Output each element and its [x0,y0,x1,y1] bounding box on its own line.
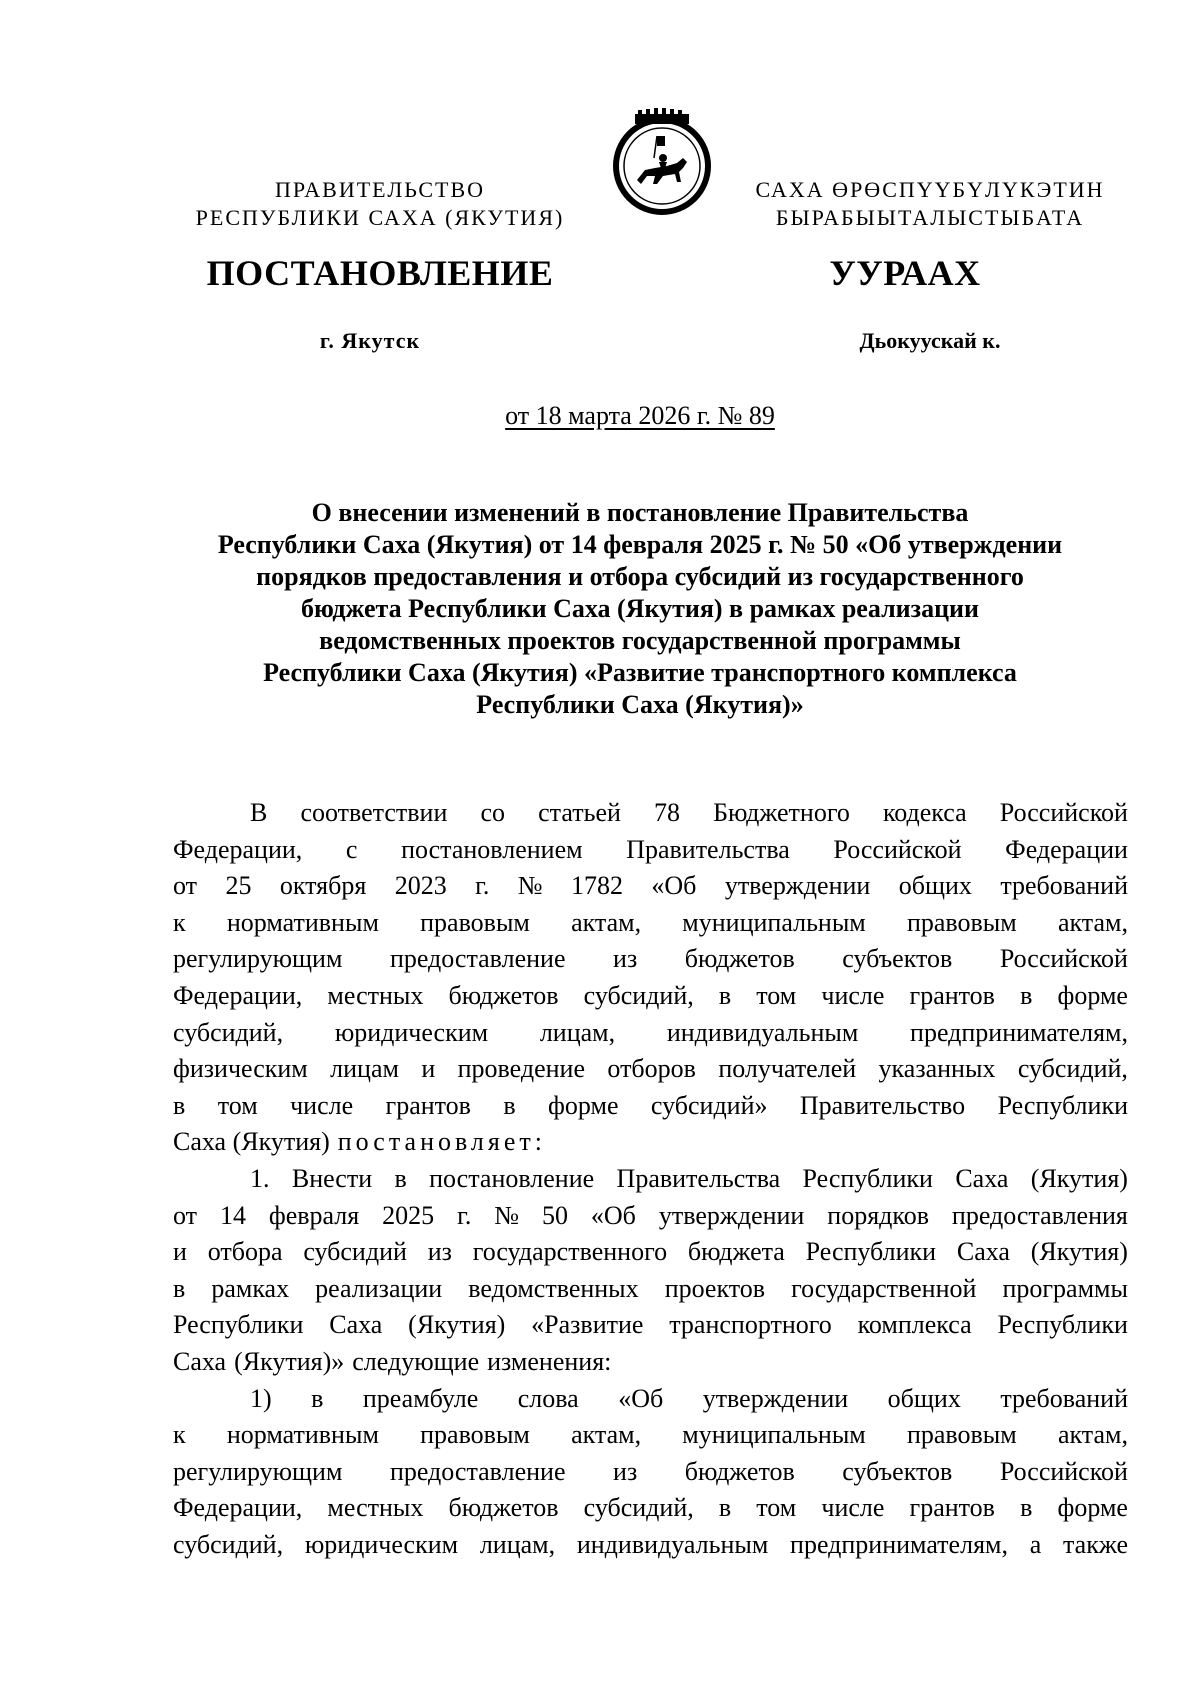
body-line [173,832,1128,869]
body-word: «Об [651,871,697,901]
body-word: октября [279,871,367,901]
body-word: также [1062,1529,1128,1559]
body-word: в [394,1163,407,1193]
title-line: Республики Саха (Якутия) от 14 февраля 2025 г. № 50 «Об утверждении [217,530,1063,559]
body-word: Бюджетного [713,798,850,827]
body-word: Федерации, [173,1493,303,1523]
body-word: актам, [571,1420,642,1450]
body-word: «Об [590,1200,636,1230]
body-word: грантов [385,1090,471,1120]
body-word: правовым [420,907,530,937]
body-line [173,941,1128,978]
body-word: № [517,871,543,901]
body-word: реализации [315,1273,443,1303]
body-word: соответствии [300,798,448,827]
body-word: числе [821,980,885,1010]
body-word: в [718,980,732,1010]
body-line [173,1088,1128,1125]
body-word: Саха [329,1310,383,1340]
body-word: Федерации [1005,834,1128,864]
body-word: Правительства [616,1163,781,1193]
body-word: № [494,1200,520,1230]
body-word: субъектов [842,944,953,974]
body-word: 14 [219,1200,246,1230]
body-word: в [503,1090,516,1120]
body-word: изменения: [487,1346,612,1376]
doc-kind-russian: ПОСТАНОВЛЕНИЕ [206,253,554,293]
body-line [173,1307,1128,1344]
body-word: грантов [909,1493,995,1523]
body-line [173,1527,1128,1564]
body-word: транспортного [669,1310,832,1340]
coat-of-arms-icon [607,108,717,218]
body-word: в [718,1493,732,1523]
body-word: форме [1057,980,1128,1010]
body-word: указанных [878,1054,996,1084]
body-word: постановление [429,1163,595,1193]
body-word: бюджетов [448,980,559,1010]
title-line: О внесении изменений в постановление Правительства [311,498,969,527]
body-word: Федерации, [173,980,303,1010]
body-line [173,905,1128,942]
body-word: Республики [997,1090,1128,1120]
body-word: правовым [906,1420,1017,1450]
header-right-line1: САХА ӨРӨСПYYБYЛYКЭТИН [755,177,1105,202]
body-word: и [421,1054,436,1084]
body-word: актам, [571,907,642,937]
body-word: Саха [955,1163,1009,1193]
header-right-block [745,176,1115,232]
body-word: субсидий, [583,980,694,1010]
body-word: в [173,1090,186,1120]
body-word: Российской [999,798,1128,827]
body-word: общих [898,871,972,901]
body-line [173,1198,1128,1235]
body-word: г. [457,1200,472,1230]
body-word: лицам, [539,1017,616,1047]
body-line [173,1454,1128,1491]
body-word: правовым [906,907,1017,937]
body-word: утверждении [724,871,871,901]
body-word: общих [887,1383,961,1413]
body-word: государственного [472,1237,668,1267]
title-line: Республики Саха (Якутия) «Развитие транспортного комплекса [263,658,1017,687]
body-word: лицам, [479,1529,556,1559]
body-word: а [1029,1529,1042,1559]
body-word: Российской [999,1456,1128,1486]
body-word: Республики [997,1310,1128,1340]
body-word: 2023 [394,871,447,901]
body-line [173,1161,1128,1198]
body-word: бюджетов [684,944,795,974]
body-word: актам, [1057,1420,1128,1450]
body-word: субсидий» [650,1090,768,1120]
body-word: отборов [607,1054,696,1084]
body-word: Правительства [626,834,790,864]
body-word: утверждении [658,1200,805,1230]
body-word: следующие [352,1346,480,1376]
header-left-block [190,176,570,232]
body-word: кодекса [882,798,967,827]
body-word: Саха [956,1237,1010,1267]
body-word: бюджетов [448,1493,559,1523]
body-word: преамбуле [362,1383,479,1413]
body-word: (Якутия) [1030,1163,1128,1193]
body-word: требований [1000,1383,1128,1413]
body-line [173,1490,1128,1527]
body-word: числе [821,1493,885,1523]
body-word: из [613,944,638,974]
body-word: том [756,980,797,1010]
decree-word: постановляет: [337,1127,546,1157]
body-word: индивидуальным [666,1017,859,1047]
body-line [173,1344,1128,1381]
body-line [173,1271,1128,1308]
body-word: Внести [291,1163,373,1193]
body-word: программы [1002,1273,1128,1303]
body-word: отбора [207,1237,283,1267]
body-word: 50 [541,1200,568,1230]
body-word: в [1020,1493,1033,1523]
body-word: Республики [802,1163,933,1193]
doc-kind-yakut: УУРААХ [829,253,981,293]
body-word: комплекса [857,1310,972,1340]
body-word: бюджетов [684,1456,795,1486]
document-title [150,497,1130,721]
body-word: нормативным [226,1420,379,1450]
body-word: к [173,907,186,937]
body-word: (Якутия) [408,1310,506,1340]
header-left-line1: ПРАВИТЕЛЬСТВО [274,177,486,202]
body-word: Республики [173,1310,304,1340]
body-word: местных [327,1493,424,1523]
body-word: порядков [827,1200,929,1230]
body-word: лицам [330,1054,399,1084]
body-word: в [311,1383,324,1413]
body-word: предоставление [389,944,566,974]
title-line: порядков предоставления и отбора субсидий из государственного [256,562,1024,591]
body-line [173,868,1128,905]
body-word: от [173,871,198,901]
body-word: из [613,1456,638,1486]
body-word: проектов [664,1273,766,1303]
body-word: муниципальным [682,1420,866,1450]
body-word: 1) [250,1383,272,1413]
city-russian: г. Якутск [319,328,421,353]
body-word: том [217,1090,258,1120]
body-word: от [173,1200,198,1230]
body-word: субсидий, [173,1017,284,1047]
body-word: 2025 [382,1200,435,1230]
body-word: в [173,1273,186,1303]
body-word: 25 [225,871,252,901]
body-word: актам, [1057,907,1128,937]
body-word: субсидий, [173,1529,284,1559]
body-word: ведомственных [468,1273,639,1303]
body-word: получателей [718,1054,857,1084]
body-word: 78 [654,798,681,827]
body-word: физическим [173,1054,308,1084]
body-word: нормативным [226,907,379,937]
body-word: В [250,798,268,827]
body-word: субсидий [303,1237,407,1267]
body-word: 1782 [570,871,623,901]
body-line-text: Саха (Якутия) [173,1127,330,1157]
body-word: предоставления [951,1200,1128,1230]
body-word: государственной [791,1273,977,1303]
date-number-text: от 18 марта 2026 г. № 89 [505,401,775,430]
body-word: рамках [211,1273,290,1303]
body-line [173,1051,1128,1088]
body-word: Республики [805,1237,937,1267]
body-word: и [173,1237,187,1267]
title-line: ведомственных проектов государственной программы [319,626,961,655]
body-word: форме [548,1090,619,1120]
header-right-line2: БЫРАБЫЫТАЛЫСТЫБАТА [775,205,1085,230]
body-word: Российской [999,944,1128,974]
body-word: «Развитие [531,1310,644,1340]
title-line: бюджета Республики Саха (Якутия) в рамках реализации [300,594,980,623]
body-word: с [345,834,358,864]
body-word: предпринимателям, [790,1529,1008,1559]
body-word: в [1020,980,1033,1010]
body-line-decree [173,1124,1128,1161]
body-word: Федерации, [173,834,303,864]
body-word: субсидий, [583,1493,694,1523]
body-line [173,1417,1128,1454]
body-word: Российской [833,834,962,864]
body-word: форме [1057,1493,1128,1523]
body-word: требований [1000,871,1128,901]
body-word: г. [475,871,490,901]
body-word: (Якутия) [1030,1237,1128,1267]
body-word: предоставление [389,1456,566,1486]
body-word: муниципальным [682,907,866,937]
body-word: числе [290,1090,354,1120]
body-word: местных [327,980,424,1010]
body-line [173,1234,1128,1271]
body-word: Саха [173,1346,227,1376]
body-line [173,1381,1128,1418]
body-word: февраля [268,1200,360,1230]
title-line: Республики Саха (Якутия)» [476,690,804,719]
body-word: юридическим [304,1529,459,1559]
body-word: регулирующим [173,944,343,974]
body-word: бюджета [687,1237,785,1267]
body-word: статьей [538,798,621,827]
body-line [173,978,1128,1015]
body-word: со [480,798,506,827]
body-word: предпринимателям, [910,1017,1128,1047]
body-word: Правительство [799,1090,966,1120]
header-left-line2: РЕСПУБЛИКИ САХА (ЯКУТИЯ) [195,205,565,230]
body-word: юридическим [334,1017,489,1047]
date-number-line [0,401,1200,431]
body-word: субсидий, [1017,1054,1128,1084]
body-word: к [173,1420,186,1450]
document-body [173,795,1128,1563]
body-word: индивидуальным [576,1529,769,1559]
body-word: слова [517,1383,579,1413]
body-word: (Якутия)» [234,1346,345,1376]
body-word: утверждении [702,1383,849,1413]
body-word: грантов [909,980,995,1010]
body-line [173,1015,1128,1052]
body-line [173,795,1128,832]
body-word: «Об [618,1383,664,1413]
body-word: из [427,1237,452,1267]
body-word: правовым [420,1420,530,1450]
body-word: 1. [250,1163,270,1193]
city-yakut: Дьокуускай к. [859,328,1001,353]
body-word: том [756,1493,797,1523]
body-word: постановлением [401,834,583,864]
body-word: регулирующим [173,1456,343,1486]
body-word: субъектов [842,1456,953,1486]
body-word: проведение [457,1054,586,1084]
